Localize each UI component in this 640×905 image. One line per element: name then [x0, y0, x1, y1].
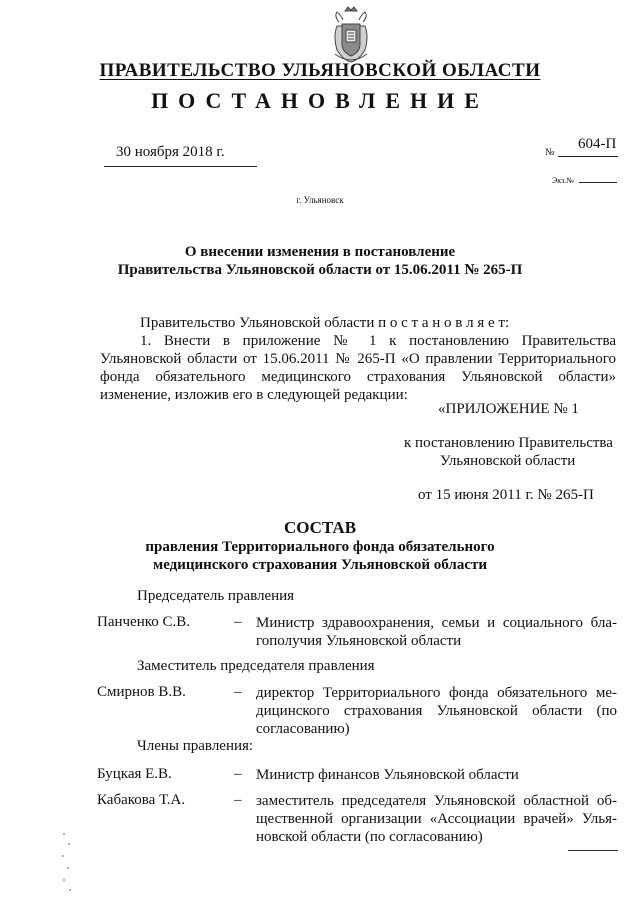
copy-number-underline [579, 182, 617, 183]
date-underline [104, 166, 257, 167]
document-heading [0, 243, 640, 279]
scan-artifacts [60, 830, 74, 900]
copy-number-label: Экз.№ [552, 176, 574, 185]
member-role: заместитель председателя Ульяновской областной об-щественной организации «Ассоциации врачей» Улья-новской области (по согласованию) [256, 793, 617, 845]
member-role: Министр финансов Ульяновской области [256, 767, 519, 783]
number-underline [558, 156, 618, 157]
heading-line-1: О внесении изменения в постановление [184, 244, 456, 260]
document-type: ПОСТАНОВЛЕНИЕ [151, 88, 489, 113]
member-name: Панченко С.В. [97, 614, 191, 630]
member-dash: – [234, 792, 242, 808]
page-bottom-rule [568, 850, 618, 851]
member-name: Кабакова Т.А. [97, 792, 186, 808]
appendix-reference-line-1: к постановлению Правительства [404, 435, 613, 451]
composition-title: СОСТАВ [283, 518, 357, 537]
appendix-reference-line-2: Ульяновской области [440, 453, 576, 469]
member-dash: – [234, 684, 242, 700]
member-role: директор Территориального фонда обязательного ме-дицинского страхования Ульяновской области (по согласованию) [256, 685, 617, 737]
member-role: Министр здравоохранения, семьи и социального бла-гополучия Ульяновской области [256, 615, 617, 649]
member-dash: – [234, 766, 242, 782]
appendix-reference-date: от 15 июня 2011 г. № 265-П [418, 487, 594, 503]
government-title: ПРАВИТЕЛЬСТВО УЛЬЯНОВСКОЙ ОБЛАСТИ [99, 60, 541, 81]
document-date: 30 ноября 2018 г. [116, 144, 225, 160]
composition-subtitle-line-2: медицинского страхования Ульяновской области [152, 557, 488, 573]
composition-subtitle [0, 538, 640, 574]
appendix-label: «ПРИЛОЖЕНИЕ № 1 [438, 401, 579, 417]
member-dash: – [234, 614, 242, 630]
document-number: 604-П [578, 136, 617, 152]
heading-line-2: Правительства Ульяновской области от 15.06.2011 № 265-П [117, 262, 523, 278]
coat-of-arms-emblem [331, 6, 371, 64]
resolution-intro: Правительство Ульяновской области п о с т а н о в л я е т: [140, 315, 510, 331]
section-heading-deputy-chair: Заместитель председателя правления [137, 658, 375, 674]
number-label: № [545, 147, 555, 158]
section-heading-chair: Председатель правления [137, 588, 295, 604]
composition-subtitle-line-1: правления Территориального фонда обязательного [145, 539, 495, 555]
member-name: Смирнов В.В. [97, 684, 186, 700]
city: г. Ульяновск [296, 195, 344, 205]
section-heading-members: Члены правления: [137, 738, 254, 754]
resolution-item-1: 1. Внести в приложение № 1 к постановлению Правительства Ульяновской области от 15.06.2011 № 265-П «О правлении Территориального фонда обязательного медицинского страхования Ульяновской области» изменение, изложив его в следующей редакции: [100, 333, 616, 403]
member-name: Буцкая Е.В. [97, 766, 172, 782]
